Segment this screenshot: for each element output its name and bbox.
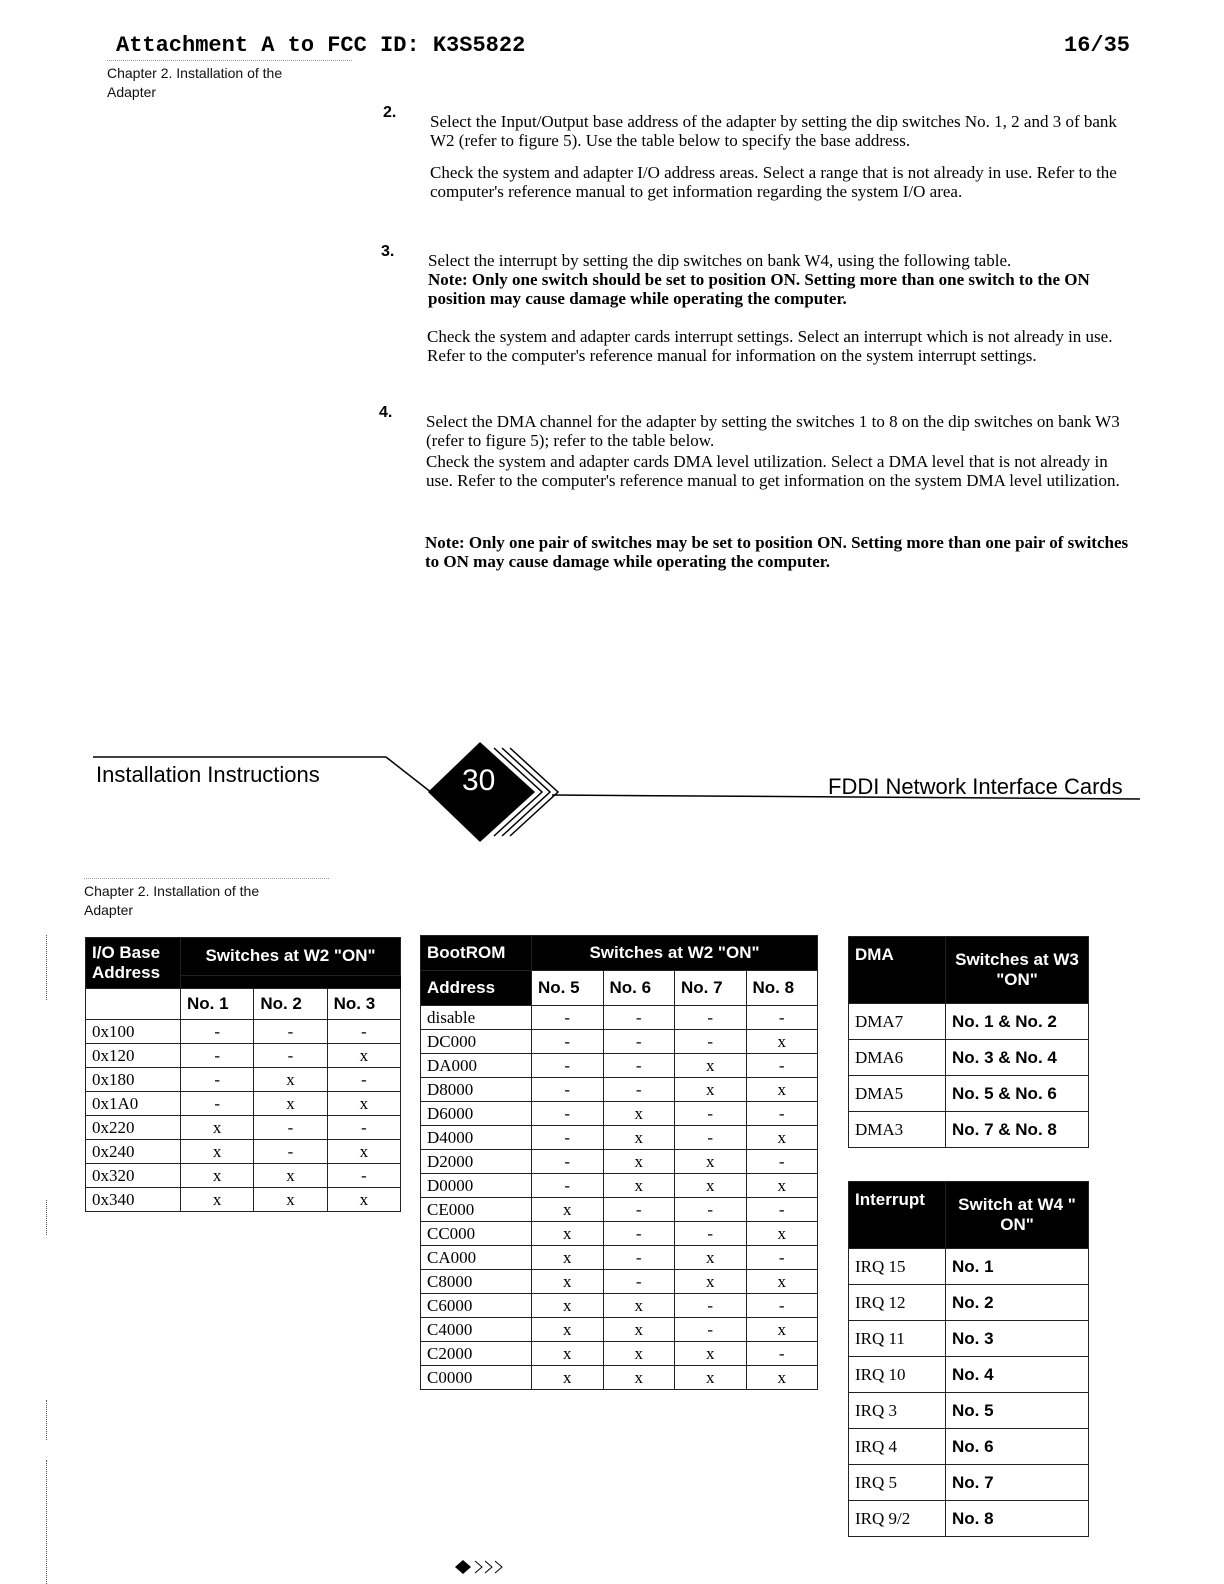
table-row xyxy=(849,1429,1089,1465)
step-number: 4. xyxy=(379,404,393,421)
cell-value: - xyxy=(532,1174,604,1198)
cell-value: x xyxy=(532,1318,604,1342)
table-header: Switch at W4 " ON" xyxy=(946,1182,1089,1249)
row-label: D8000 xyxy=(421,1078,532,1102)
row-label: D4000 xyxy=(421,1126,532,1150)
row-label: D6000 xyxy=(421,1102,532,1126)
row-label: IRQ 5 xyxy=(849,1465,946,1501)
cell-value: x xyxy=(603,1150,675,1174)
cell-value: - xyxy=(532,1126,604,1150)
page-counter: 16/35 xyxy=(1064,33,1131,58)
cell-value: No. 1 xyxy=(946,1249,1089,1285)
column-header: No. 6 xyxy=(603,971,675,1006)
footer-section-title: Installation Instructions xyxy=(96,762,320,787)
cell-value: No. 8 xyxy=(946,1501,1089,1537)
cell-value: - xyxy=(603,1030,675,1054)
step-number: 2. xyxy=(383,104,397,121)
footer-page-number: 30 xyxy=(462,764,496,797)
row-label: CE000 xyxy=(421,1198,532,1222)
table-row xyxy=(86,1092,401,1116)
table-row xyxy=(849,1249,1089,1285)
cell-value: - xyxy=(327,1116,400,1140)
step-text: Select the DMA channel for the adapter by setting the switches 1 to 8 on the dip switches on bank W3 (refer to figure 5); refer to the table below. xyxy=(426,412,1120,450)
column-header: No. 3 xyxy=(327,989,400,1020)
row-label: C6000 xyxy=(421,1294,532,1318)
cell-value: - xyxy=(603,1006,675,1030)
cell-value: x xyxy=(181,1188,254,1212)
cell-value: x xyxy=(181,1140,254,1164)
table-row xyxy=(421,1102,818,1126)
cell-value: - xyxy=(327,1164,400,1188)
table-row xyxy=(86,1020,401,1044)
cell-value: - xyxy=(532,1006,604,1030)
cell-value: x xyxy=(675,1174,747,1198)
cell-value: x xyxy=(327,1092,400,1116)
column-header: No. 1 xyxy=(181,989,254,1020)
cell-value: - xyxy=(746,1246,818,1270)
cell-value: - xyxy=(675,1222,747,1246)
cell-value: - xyxy=(746,1150,818,1174)
column-header: No. 2 xyxy=(254,989,327,1020)
cell-value: x xyxy=(603,1342,675,1366)
row-label: C2000 xyxy=(421,1342,532,1366)
cell-value: - xyxy=(532,1054,604,1078)
step-text: Select the Input/Output base address of the adapter by setting the dip switches No. 1, 2 and 3 of bank W2 (refer to figure 5). Use the table below to specify the base address. xyxy=(430,112,1117,150)
rom-table-body xyxy=(421,1006,818,1390)
table-header: BootROM xyxy=(421,936,532,971)
column-header: No. 8 xyxy=(746,971,818,1006)
cell-value: No. 3 xyxy=(946,1321,1089,1357)
table-header: DMA xyxy=(849,937,946,1004)
table-row xyxy=(86,1140,401,1164)
cell-value: x xyxy=(254,1188,327,1212)
cell-value: x xyxy=(746,1126,818,1150)
cell-value: x xyxy=(675,1342,747,1366)
cell-value: - xyxy=(181,1044,254,1068)
cell-value: - xyxy=(746,1198,818,1222)
table-row xyxy=(421,1126,818,1150)
table-row xyxy=(421,1318,818,1342)
cell-value: x xyxy=(181,1116,254,1140)
row-label: D0000 xyxy=(421,1174,532,1198)
cell-value: x xyxy=(603,1366,675,1390)
cell-value: - xyxy=(746,1342,818,1366)
cell-value: - xyxy=(603,1198,675,1222)
table-row xyxy=(849,1357,1089,1393)
cell-value: No. 6 xyxy=(946,1429,1089,1465)
cell-value: x xyxy=(746,1078,818,1102)
row-label: IRQ 4 xyxy=(849,1429,946,1465)
cell-value: No. 7 xyxy=(946,1465,1089,1501)
cell-value: x xyxy=(675,1078,747,1102)
row-label: IRQ 10 xyxy=(849,1357,946,1393)
cell-value: x xyxy=(532,1270,604,1294)
column-header: No. 5 xyxy=(532,971,604,1006)
cell-value: x xyxy=(675,1150,747,1174)
cell-value: - xyxy=(254,1140,327,1164)
interrupt-table xyxy=(848,1181,1089,1537)
footer-product-title: FDDI Network Interface Cards xyxy=(828,774,1123,799)
cell-value: - xyxy=(254,1020,327,1044)
cell-value: No. 5 & No. 6 xyxy=(946,1076,1089,1112)
fcc-attachment-title: Attachment A to FCC ID: K3S5822 xyxy=(116,33,526,58)
cell-value: No. 3 & No. 4 xyxy=(946,1040,1089,1076)
row-label: DA000 xyxy=(421,1054,532,1078)
cell-value: - xyxy=(675,1006,747,1030)
chapter-divider xyxy=(107,60,352,61)
table-header: Switches at W2 "ON" xyxy=(181,938,401,976)
row-label: D2000 xyxy=(421,1150,532,1174)
cell-value: - xyxy=(254,1116,327,1140)
row-label: C8000 xyxy=(421,1270,532,1294)
table-row xyxy=(421,1030,818,1054)
table-header: Switches at W2 "ON" xyxy=(532,936,818,971)
row-label: DMA7 xyxy=(849,1004,946,1040)
scan-margin-mark xyxy=(46,1200,49,1235)
row-label: 0x340 xyxy=(86,1188,181,1212)
cell-value: - xyxy=(746,1102,818,1126)
cell-value: - xyxy=(532,1078,604,1102)
cell-value: x xyxy=(746,1030,818,1054)
cell-value: x xyxy=(254,1068,327,1092)
cell-value: - xyxy=(327,1020,400,1044)
cell-value: - xyxy=(746,1054,818,1078)
table-row xyxy=(849,1321,1089,1357)
cell-value: x xyxy=(603,1126,675,1150)
cell-value: - xyxy=(675,1318,747,1342)
cell-value: - xyxy=(675,1198,747,1222)
cell-value: - xyxy=(181,1092,254,1116)
bottom-diamond-icon xyxy=(455,1560,525,1574)
table-row xyxy=(86,1068,401,1092)
cell-value: - xyxy=(181,1068,254,1092)
cell-value: No. 1 & No. 2 xyxy=(946,1004,1089,1040)
cell-value: - xyxy=(675,1102,747,1126)
row-label: DMA3 xyxy=(849,1112,946,1148)
table-row xyxy=(849,1285,1089,1321)
cell-value: x xyxy=(327,1140,400,1164)
cell-value: - xyxy=(327,1068,400,1092)
cell-value: x xyxy=(746,1174,818,1198)
table-row xyxy=(86,1164,401,1188)
table-row xyxy=(86,1188,401,1212)
cell-value: - xyxy=(254,1044,327,1068)
cell-value: No. 4 xyxy=(946,1357,1089,1393)
cell-value: x xyxy=(254,1092,327,1116)
cell-value: x xyxy=(532,1222,604,1246)
row-label: 0x120 xyxy=(86,1044,181,1068)
table-row xyxy=(421,1342,818,1366)
table-row xyxy=(849,1112,1089,1148)
row-label: DMA5 xyxy=(849,1076,946,1112)
step-detail: Check the system and adapter I/O address areas. Select a range that is not already in use. Refer to the computer's reference manual to get information regarding the system I/O area. xyxy=(430,163,1117,201)
table-row xyxy=(421,1294,818,1318)
chapter-label-bottom: Chapter 2. Installation of the Adapter xyxy=(84,883,260,918)
cell-value: x xyxy=(532,1342,604,1366)
column-header: No. 7 xyxy=(675,971,747,1006)
cell-value: x xyxy=(327,1188,400,1212)
cell-value: x xyxy=(603,1174,675,1198)
cell-value: x xyxy=(603,1294,675,1318)
dma-table-body xyxy=(849,1004,1089,1148)
table-row xyxy=(421,1054,818,1078)
table-row xyxy=(421,1150,818,1174)
chapter-label-top: Chapter 2. Installation of the Adapter xyxy=(107,65,283,100)
row-label: IRQ 9/2 xyxy=(849,1501,946,1537)
table-header: Address xyxy=(421,971,532,1006)
cell-value: - xyxy=(603,1222,675,1246)
row-label: IRQ 11 xyxy=(849,1321,946,1357)
table-row xyxy=(421,1198,818,1222)
row-label: C4000 xyxy=(421,1318,532,1342)
table-row xyxy=(421,1246,818,1270)
scan-margin-mark xyxy=(46,1400,49,1440)
cell-value: x xyxy=(532,1246,604,1270)
row-label: CA000 xyxy=(421,1246,532,1270)
cell-value: - xyxy=(532,1030,604,1054)
cell-value: No. 2 xyxy=(946,1285,1089,1321)
cell-value: - xyxy=(603,1054,675,1078)
cell-value: No. 7 & No. 8 xyxy=(946,1112,1089,1148)
row-label: 0x1A0 xyxy=(86,1092,181,1116)
io-base-address-table xyxy=(85,937,401,1212)
table-header: I/O Base Address xyxy=(86,938,181,989)
cell-value: x xyxy=(675,1270,747,1294)
cell-value: x xyxy=(181,1164,254,1188)
cell-value: - xyxy=(675,1030,747,1054)
table-row xyxy=(421,1366,818,1390)
table-header: Switches at W3 "ON" xyxy=(946,937,1089,1004)
step-text: Select the interrupt by setting the dip switches on bank W4, using the following table. xyxy=(428,251,1012,270)
step-note: Note: Only one pair of switches may be set to position ON. Setting more than one pair of switches to ON may cause damage while operating the computer. xyxy=(425,533,1129,571)
table-row xyxy=(86,1116,401,1140)
chapter-divider xyxy=(84,878,329,879)
row-label: CC000 xyxy=(421,1222,532,1246)
cell-value: - xyxy=(675,1126,747,1150)
cell-value: x xyxy=(532,1366,604,1390)
row-label: disable xyxy=(421,1006,532,1030)
cell-value: No. 5 xyxy=(946,1393,1089,1429)
irq-table-body xyxy=(849,1249,1089,1537)
row-label: IRQ 12 xyxy=(849,1285,946,1321)
step-note: Note: Only one switch should be set to position ON. Setting more than one switch to the ON position may cause damage while operating the computer. xyxy=(428,270,1090,308)
cell-value: x xyxy=(327,1044,400,1068)
table-row xyxy=(421,1078,818,1102)
table-row xyxy=(849,1501,1089,1537)
row-label: 0x180 xyxy=(86,1068,181,1092)
cell-value: x xyxy=(746,1318,818,1342)
table-row xyxy=(849,1040,1089,1076)
scan-margin-mark xyxy=(46,935,49,1000)
row-label: 0x220 xyxy=(86,1116,181,1140)
table-row xyxy=(421,1174,818,1198)
cell-value: - xyxy=(603,1270,675,1294)
table-row xyxy=(421,1222,818,1246)
cell-value: - xyxy=(603,1246,675,1270)
step-detail: Check the system and adapter cards interrupt settings. Select an interrupt which is not already in use. Refer to the computer's reference manual for information on the system interrupt settings. xyxy=(427,327,1113,365)
cell-value: x xyxy=(603,1102,675,1126)
table-row xyxy=(849,1076,1089,1112)
row-label: DMA6 xyxy=(849,1040,946,1076)
step-detail: Check the system and adapter cards DMA level utilization. Select a DMA level that is not already in use. Refer to the computer's reference manual to get information on the system DMA level utilization. xyxy=(426,452,1120,490)
table-row xyxy=(849,1393,1089,1429)
cell-value: - xyxy=(746,1006,818,1030)
row-label: DC000 xyxy=(421,1030,532,1054)
cell-value: - xyxy=(603,1078,675,1102)
table-row xyxy=(849,1004,1089,1040)
dma-table xyxy=(848,936,1089,1148)
table-row xyxy=(86,1044,401,1068)
cell-value: x xyxy=(746,1222,818,1246)
cell-value: x xyxy=(675,1054,747,1078)
cell-value: x xyxy=(603,1318,675,1342)
row-label: IRQ 3 xyxy=(849,1393,946,1429)
row-label: 0x240 xyxy=(86,1140,181,1164)
row-label: C0000 xyxy=(421,1366,532,1390)
cell-value: x xyxy=(675,1246,747,1270)
bootrom-table xyxy=(420,935,818,1390)
table-row xyxy=(421,1270,818,1294)
table-header: Interrupt xyxy=(849,1182,946,1249)
scan-margin-mark xyxy=(46,1460,49,1584)
cell-value: x xyxy=(746,1366,818,1390)
table-row xyxy=(849,1465,1089,1501)
row-label: IRQ 15 xyxy=(849,1249,946,1285)
cell-value: x xyxy=(254,1164,327,1188)
cell-value: - xyxy=(746,1294,818,1318)
cell-value: - xyxy=(532,1102,604,1126)
step-number: 3. xyxy=(381,243,395,260)
cell-value: - xyxy=(181,1020,254,1044)
cell-value: x xyxy=(532,1198,604,1222)
cell-value: - xyxy=(532,1150,604,1174)
table-row xyxy=(421,1006,818,1030)
io-table-body xyxy=(86,1020,401,1212)
cell-value: x xyxy=(675,1366,747,1390)
row-label: 0x320 xyxy=(86,1164,181,1188)
cell-value: x xyxy=(746,1270,818,1294)
cell-value: - xyxy=(675,1294,747,1318)
cell-value: x xyxy=(532,1294,604,1318)
row-label: 0x100 xyxy=(86,1020,181,1044)
